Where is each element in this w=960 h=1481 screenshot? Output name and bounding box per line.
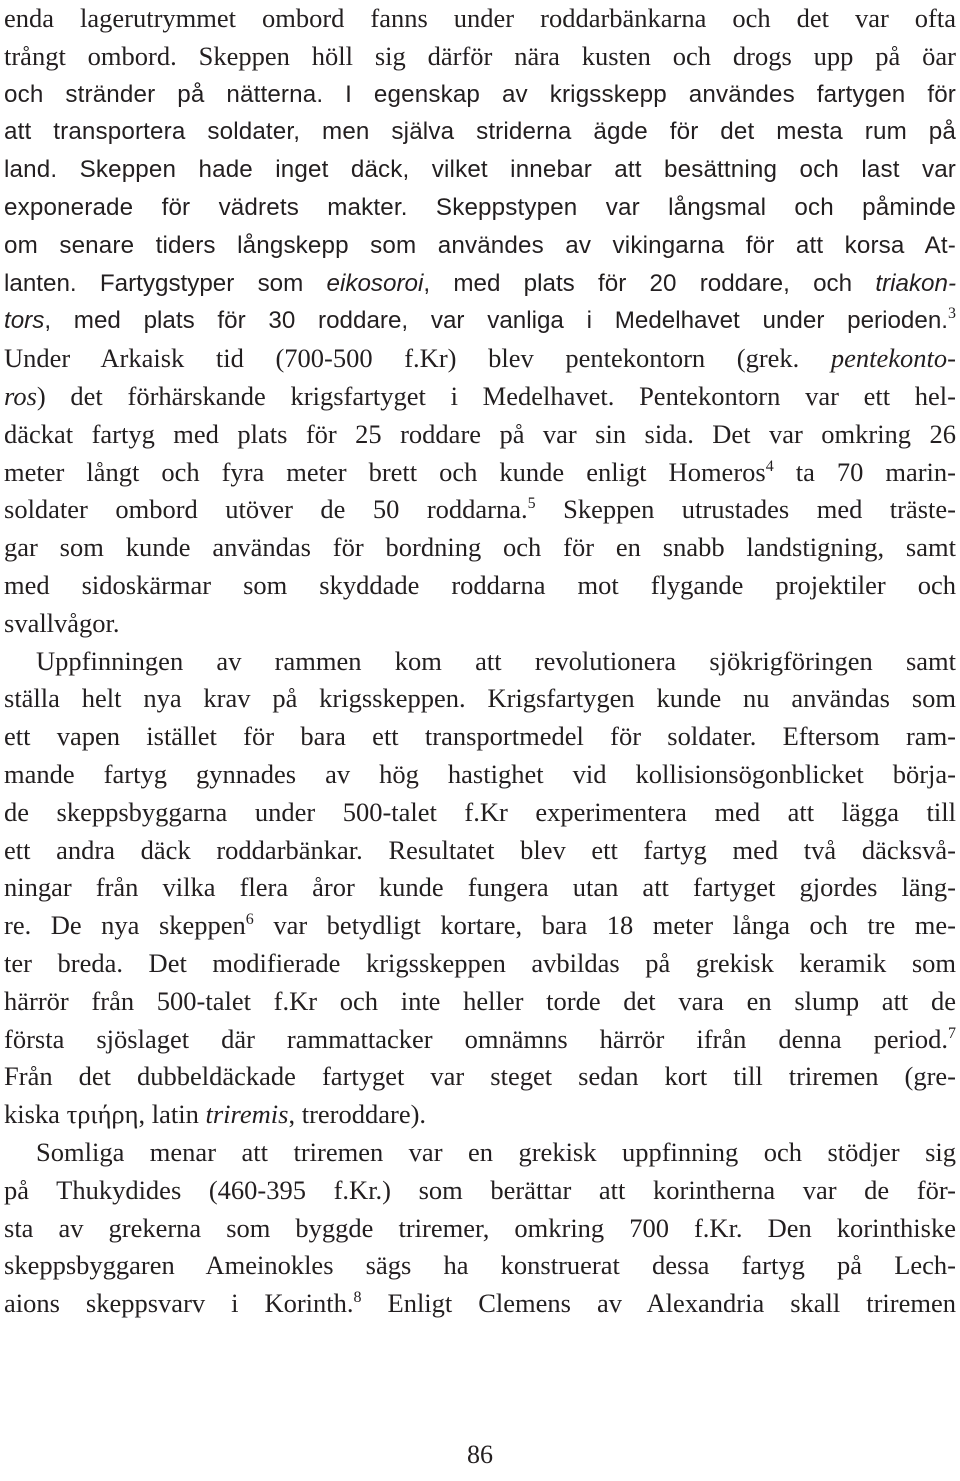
- text-line: [4, 1285, 956, 1323]
- text-run: , med plats för 30 roddare, var vanliga i Medelhavet under perioden.: [44, 307, 948, 335]
- text-line: ningar från vilka flera åror kunde fungera utan att fartyget gjordes läng-: [4, 872, 956, 903]
- text-line: [4, 340, 956, 378]
- text-line: trångt ombord. Skeppen höll sig därför nära kusten och drogs upp på öar: [4, 40, 956, 71]
- footnote-marker[interactable]: 5: [527, 495, 536, 513]
- italic-term: eikosoroi: [326, 269, 424, 297]
- footnote-marker[interactable]: 7: [948, 1024, 956, 1042]
- text-line: att transportera soldater, men själva striderna ägde för det mesta rum på: [4, 118, 956, 146]
- text-line: Från det dubbeldäckade fartyget var steget sedan kort till triremen (gre-: [4, 1061, 956, 1092]
- text-run: Skeppen utrustades med träste-: [535, 494, 956, 525]
- paragraph-3: [4, 1134, 956, 1323]
- footnote-marker[interactable]: 3: [948, 305, 956, 323]
- text-line: med sidoskärmar som skyddade roddarna mot flygande projektiler och: [4, 569, 956, 600]
- italic-term: ros: [4, 380, 37, 411]
- text-run: aions skeppsvarv i Korinth.: [4, 1288, 354, 1319]
- text-run: meter långt och fyra meter brett och kunde enligt Homeros: [4, 456, 766, 487]
- text-line: [4, 1021, 956, 1059]
- paragraph-2: [4, 643, 956, 1134]
- text-line: [4, 302, 956, 340]
- paragraph-1: [4, 0, 956, 643]
- text-run: var betydligt kortare, bara 18 meter långa och tre me-: [253, 910, 956, 941]
- italic-term: tors: [4, 307, 45, 335]
- text-run: första sjöslaget där rammattacker omnämns härrör ifrån denna period.: [4, 1023, 948, 1054]
- text-line: de skeppsbyggarna under 500-talet f.Kr experimentera med att lägga till: [4, 796, 956, 827]
- text-line: [4, 265, 956, 303]
- italic-term: triremis: [205, 1099, 289, 1130]
- text-run: re. De nya skeppen: [4, 910, 246, 941]
- text-line: [4, 378, 956, 416]
- italic-term: pentekonto-: [830, 343, 956, 374]
- text-line: däckat fartyg med plats för 25 roddare på var sin sida. Det var omkring 26: [4, 418, 956, 449]
- text-line: ett andra däck roddarbänkar. Resultatet blev ett fartyg med två däcksvå-: [4, 834, 956, 865]
- text-line: på Thukydides (460-395 f.Kr.) som berättar att korintherna var de för-: [4, 1174, 956, 1205]
- italic-term: triakon-: [875, 269, 956, 297]
- text-line: Uppfinningen av rammen kom att revolutionera sjökrigföringen samt: [36, 645, 956, 676]
- text-line: Somliga menar att triremen var en grekisk uppfinning och stödjer sig: [36, 1136, 956, 1167]
- text-line: [4, 491, 956, 529]
- text-run: Enligt Clemens av Alexandria skall triremen: [361, 1288, 956, 1319]
- text-line: ett vapen istället för bara ett transportmedel för soldater. Eftersom ram-: [4, 721, 956, 752]
- text-line: sta av grekerna som byggde triremer, omkring 700 f.Kr. Den korinthiske: [4, 1212, 956, 1243]
- greek-term: τριήρη: [66, 1099, 139, 1130]
- text-line: [4, 907, 956, 945]
- page-number: 86: [467, 1440, 493, 1469]
- footnote-marker[interactable]: 8: [353, 1289, 362, 1307]
- text-line: ställa helt nya krav på krigsskeppen. Krigsfartygen kunde nu användas som: [4, 683, 956, 714]
- text-line: [4, 1096, 956, 1134]
- text-run: ) det förhärskande krigsfartyget i Medelhavet. Pentekontorn var ett hel-: [36, 380, 956, 411]
- text-line: mande fartyg gynnades av hög hastighet vid kollisionsögonblicket börja-: [4, 758, 956, 789]
- text-run: soldater ombord utöver de 50 roddarna.: [4, 494, 528, 525]
- text-line: skeppsbyggaren Ameinokles sägs ha konstruerat dessa fartyg på Lech-: [4, 1250, 956, 1281]
- text-run: ta 70 marin-: [773, 456, 956, 487]
- text-run: , treroddare).: [288, 1099, 427, 1130]
- document-page: [4, 0, 956, 1323]
- text-line: exponerade för vädrets makter. Skeppstypen var långsmal och påminde: [4, 193, 956, 221]
- text-run: , med plats för 20 roddare, och: [423, 269, 876, 297]
- text-line: enda lagerutrymmet ombord fanns under roddarbänkarna och det var ofta: [4, 3, 956, 33]
- text-line: land. Skeppen hade inget däck, vilket innebar att besättning och last var: [4, 156, 956, 184]
- text-line: gar som kunde användas för bordning och för en snabb landstigning, samt: [4, 532, 956, 563]
- text-line: och stränder på nätterna. I egenskap av krigsskepp användes fartygen för: [4, 80, 956, 108]
- text-run: lanten. Fartygstyper som: [4, 269, 327, 297]
- text-run: , latin: [138, 1099, 206, 1130]
- footnote-marker[interactable]: 4: [765, 457, 774, 475]
- text-run: Under Arkaisk tid (700-500 f.Kr) blev pentekontorn (grek.: [4, 343, 831, 374]
- text-line: om senare tiders långskepp som användes av vikingarna för att korsa At-: [4, 231, 956, 259]
- text-line: [4, 454, 956, 492]
- footnote-marker[interactable]: 6: [245, 911, 254, 929]
- text-run: kiska: [4, 1099, 67, 1130]
- text-line: svallvågor.: [4, 607, 120, 638]
- text-line: härrör från 500-talet f.Kr och inte heller torde det vara en slump att de: [4, 985, 956, 1016]
- text-line: ter breda. Det modifierade krigsskeppen avbildas på grekisk keramik som: [4, 947, 956, 978]
